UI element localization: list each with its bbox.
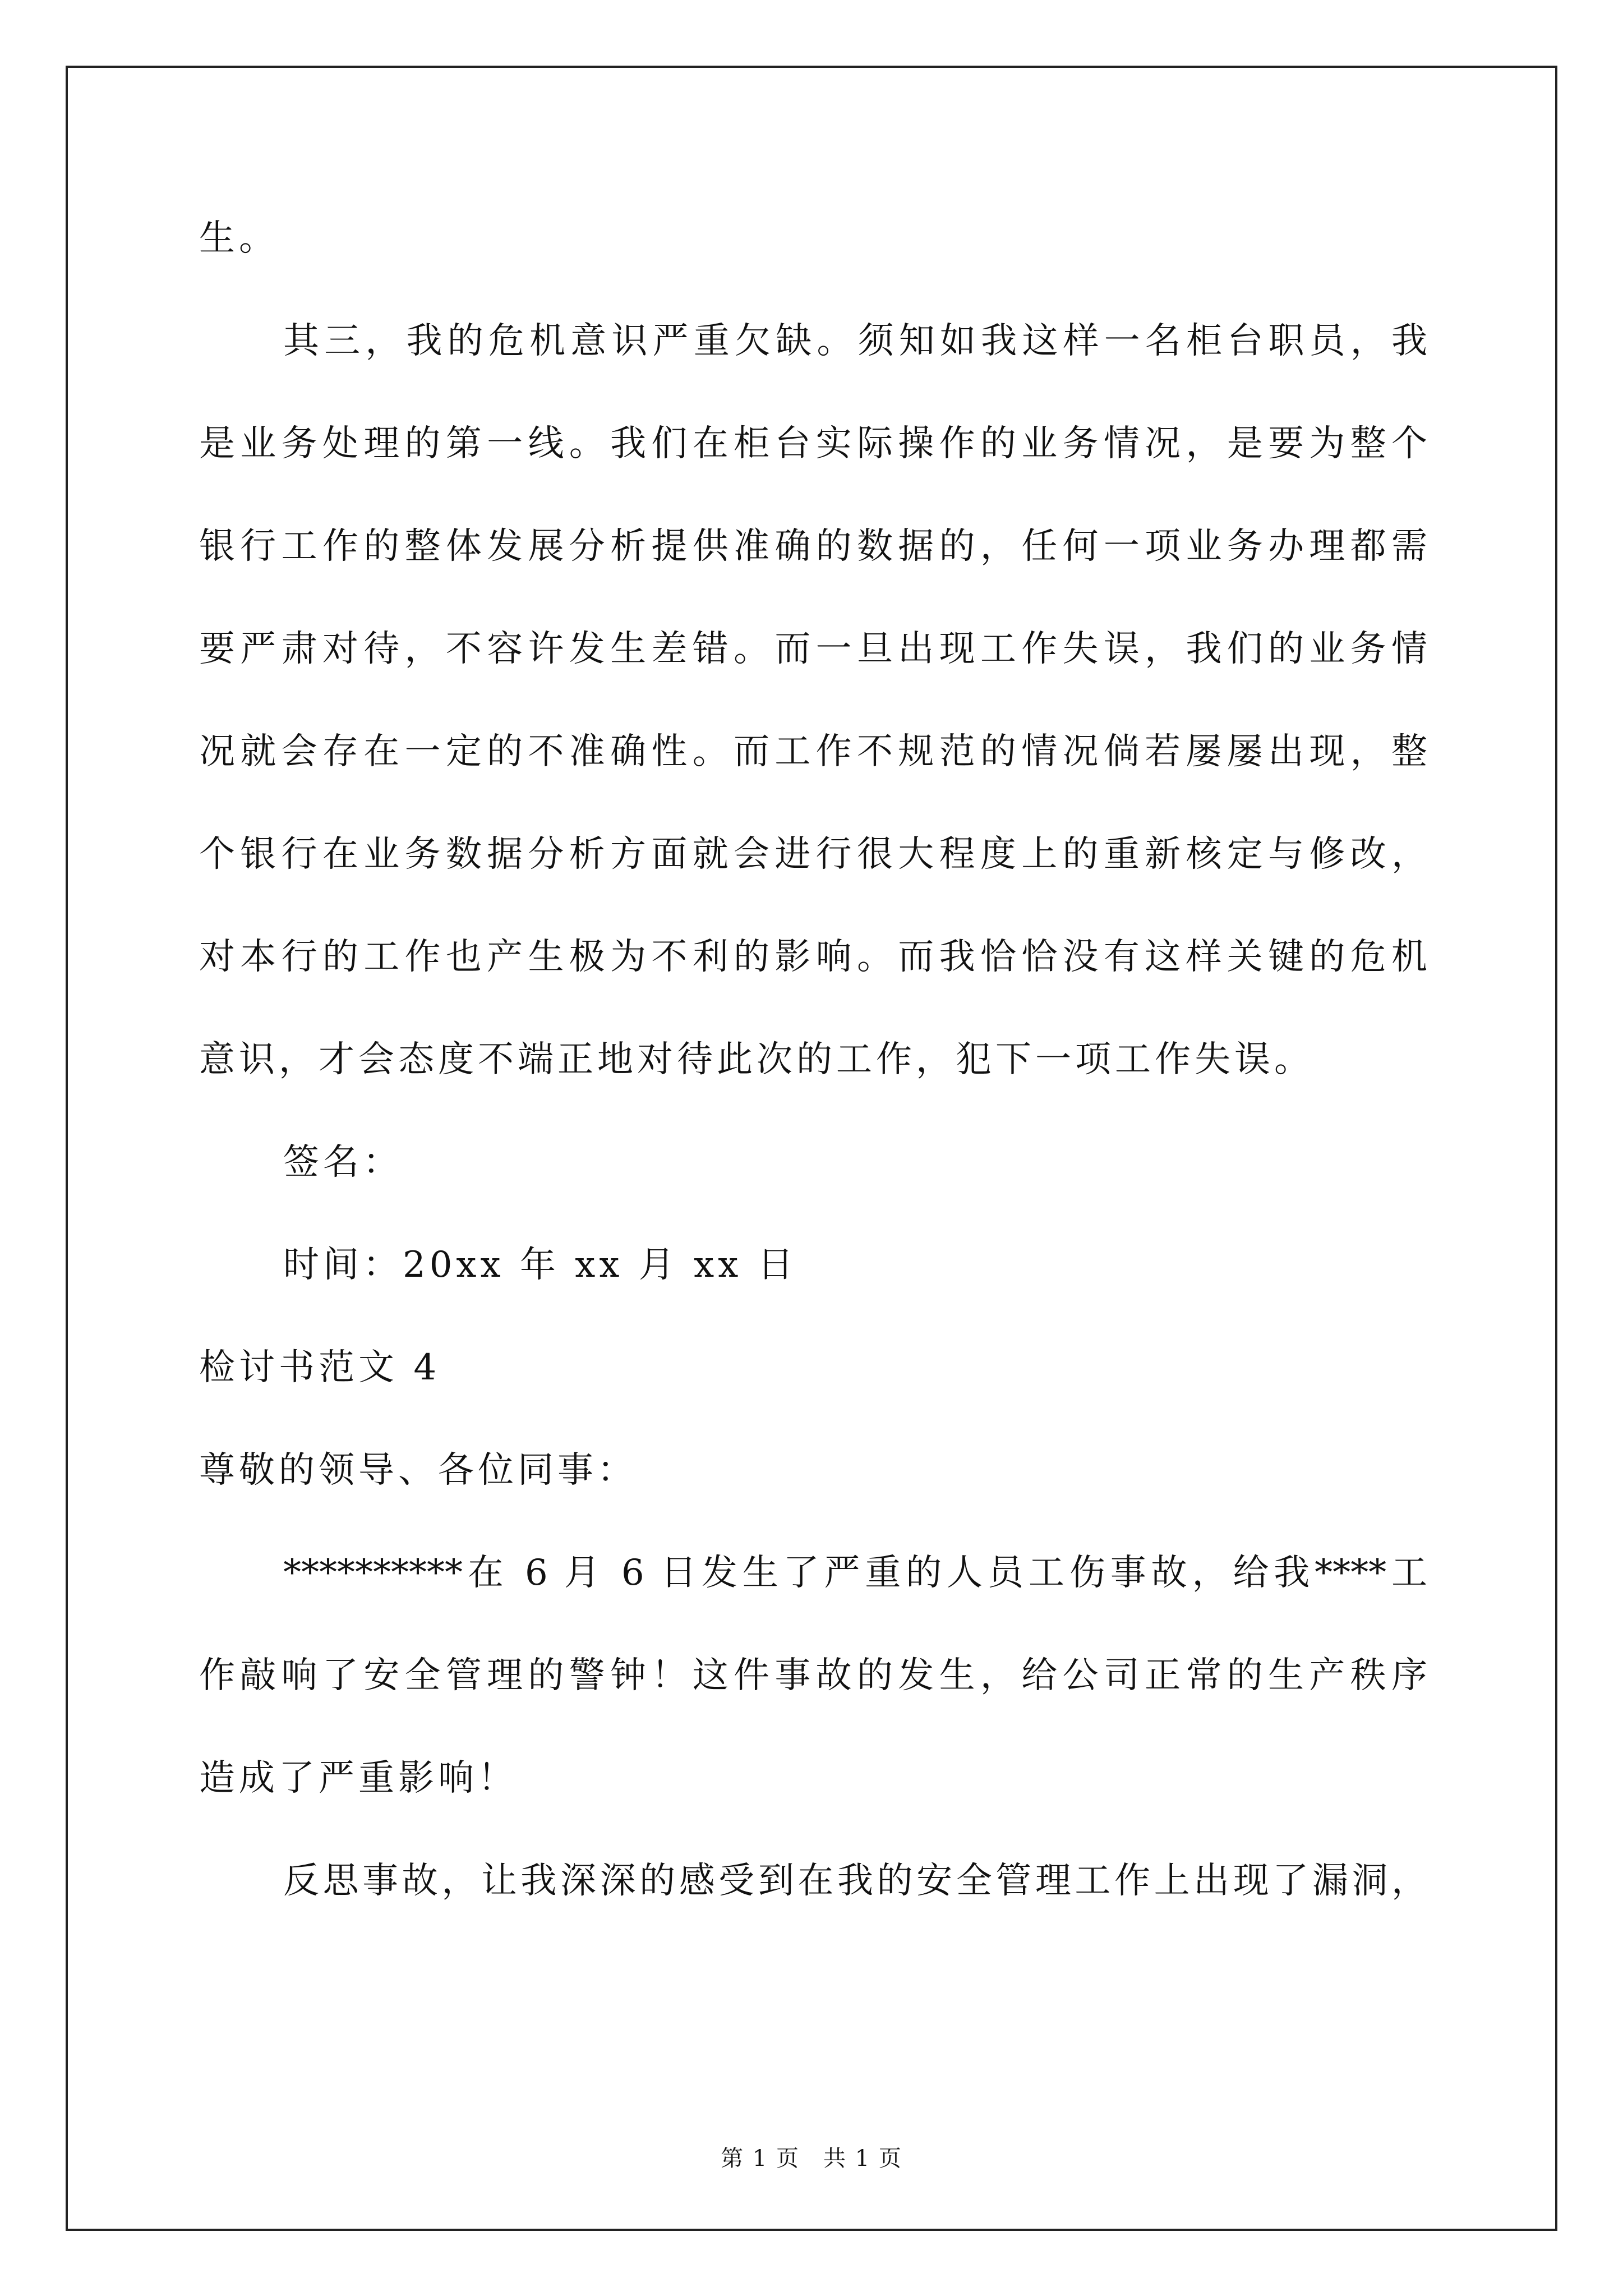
text-line-8: 对本行的工作也产生极为不利的影响。而我恰恰没有这样关键的危机 (199, 936, 1427, 978)
page-number-footer: 第 1 页 共 1 页 (721, 2146, 902, 2171)
date-line: 时间：20xx 年 xx 月 xx 日 (283, 1244, 797, 1286)
text-line-5: 要严肃对待，不容许发生差错。而一旦出现工作失误，我们的业务情 (199, 628, 1427, 670)
text-line-16: 造成了严重影响！ (199, 1757, 518, 1799)
text-line-1: 生。 (199, 218, 279, 259)
text-line-3: 是业务处理的第一线。我们在柜台实际操作的业务情况，是要为整个 (199, 423, 1427, 464)
text-line-14: **********在 6 月 6 日发生了严重的人员工伤事故，给我****工 (283, 1552, 1427, 1594)
text-line-2: 其三，我的危机意识严重欠缺。须知如我这样一名柜台职员，我 (283, 320, 1427, 362)
text-line-7: 个银行在业务数据分析方面就会进行很大程度上的重新核定与修改， (199, 834, 1427, 875)
text-line-6: 况就会存在一定的不准确性。而工作不规范的情况倘若屡屡出现，整 (199, 731, 1427, 772)
salutation: 尊敬的领导、各位同事： (199, 1450, 637, 1491)
text-line-17: 反思事故，让我深深的感受到在我的安全管理工作上出现了漏洞， (283, 1860, 1427, 1902)
text-line-4: 银行工作的整体发展分析提供准确的数据的，任何一项业务办理都需 (199, 526, 1427, 567)
text-line-15: 作敲响了安全管理的警钟！这件事故的发生，给公司正常的生产秩序 (199, 1655, 1427, 1696)
section-title: 检讨书范文 4 (199, 1347, 441, 1388)
signature-label: 签名： (283, 1142, 403, 1183)
text-line-9: 意识，才会态度不端正地对待此次的工作，犯下一项工作失误。 (199, 1039, 1314, 1080)
